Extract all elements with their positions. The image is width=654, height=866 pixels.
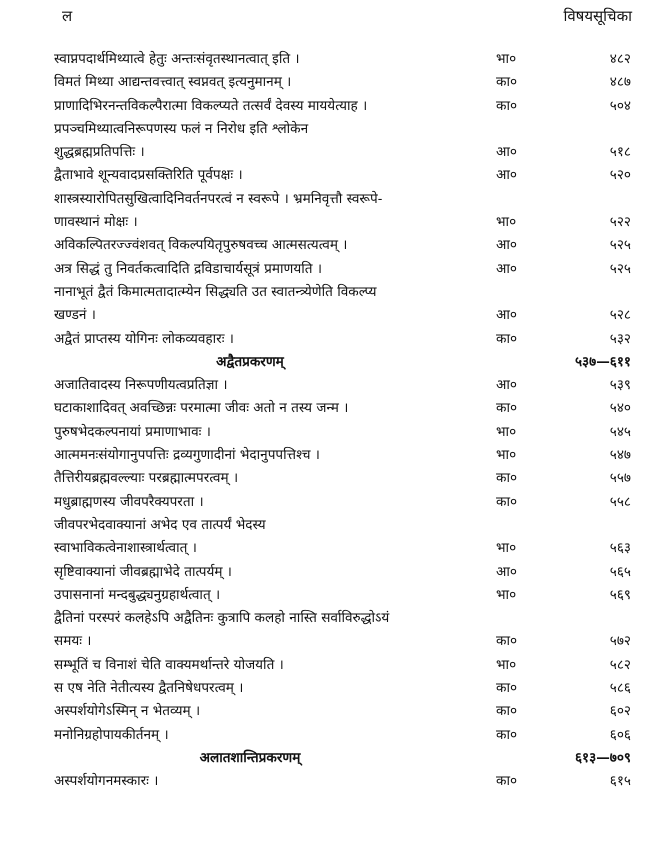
entry-text: विमतं मिथ्या आद्यन्तवत्त्वात् स्वप्नवत् इत्यनुमानम् । bbox=[54, 74, 292, 91]
toc-entry bbox=[0, 537, 654, 560]
entry-page: ५६९ bbox=[609, 586, 631, 603]
toc-entry bbox=[0, 421, 654, 444]
entry-page: ५२५ bbox=[609, 237, 631, 254]
toc-entry bbox=[0, 677, 654, 700]
entry-text: शास्त्रस्यारोपितसुखित्वादिनिवर्तनपरत्वं न स्वरूपे । भ्रमनिवृत्तौ स्वरूपे- bbox=[54, 190, 383, 207]
entry-page: ५२५ bbox=[609, 260, 631, 277]
entry-page: ६१३—७०९ bbox=[574, 749, 631, 766]
toc-entry bbox=[0, 514, 654, 537]
entry-page: ५२८ bbox=[609, 307, 631, 324]
entry-text: खण्डनं । bbox=[54, 307, 96, 324]
entry-source: आ० bbox=[496, 237, 517, 254]
toc-entry bbox=[0, 397, 654, 420]
entry-source: का० bbox=[496, 470, 518, 487]
entry-page: ५४७ bbox=[609, 447, 631, 464]
entry-page: ५३७—६११ bbox=[574, 353, 631, 370]
entry-source: भा० bbox=[496, 214, 517, 231]
entry-text: समयः । bbox=[54, 633, 92, 650]
entry-source: भा० bbox=[496, 51, 517, 67]
toc-entry bbox=[0, 95, 654, 118]
entry-source: आ० bbox=[496, 307, 517, 324]
toc-entry bbox=[0, 48, 654, 71]
entry-text: जीवपरभेदवाक्यानां अभेद एव तात्पर्यं भेदस्य bbox=[54, 516, 266, 533]
entry-text: उपासनानां मन्दबुद्ध्यनुग्रहार्थत्वात् । bbox=[54, 586, 221, 603]
entry-source: का० bbox=[496, 633, 518, 650]
entry-source: भा० bbox=[496, 540, 517, 557]
table-of-contents bbox=[0, 48, 654, 794]
entry-text: आत्ममनःसंयोगानुपपत्तिः द्रव्यगुणादीनां भेदानुपपत्तिश्च । bbox=[54, 447, 320, 464]
page-header-left: ल bbox=[62, 7, 73, 25]
section-heading-row bbox=[0, 747, 654, 770]
entry-source: का० bbox=[496, 703, 518, 720]
entry-text: मधुब्राह्मणस्य जीवपरैक्यपरता । bbox=[54, 493, 204, 510]
entry-text: स एष नेति नेतीत्यस्य द्वैतनिषेधपरत्वम् । bbox=[54, 680, 244, 697]
entry-source: आ० bbox=[496, 563, 517, 580]
toc-entry bbox=[0, 118, 654, 141]
entry-page: ५२२ bbox=[609, 214, 631, 231]
entry-page: ५४५ bbox=[609, 423, 631, 440]
entry-text: अजातिवादस्य निरूपणीयत्वप्रतिज्ञा । bbox=[54, 377, 228, 394]
toc-entry bbox=[0, 467, 654, 490]
entry-text: अविकल्पितरज्ज्वंशवत् विकल्पयितृपुरुषवच्च आत्मसत्यत्वम् । bbox=[54, 237, 348, 254]
entry-page: ५६३ bbox=[609, 540, 631, 557]
entry-page: ५१८ bbox=[609, 144, 631, 161]
page-header-title: विषयसूचिका bbox=[563, 7, 632, 25]
entry-source: का० bbox=[496, 493, 518, 510]
entry-text: शुद्धब्रह्मप्रतिपत्तिः । bbox=[54, 144, 145, 161]
entry-page: ६०६ bbox=[609, 726, 631, 743]
entry-text: प्रपञ्चमिथ्यात्वनिरूपणस्य फलं न निरोध इति श्लोकेन bbox=[54, 120, 309, 137]
entry-page: ५४० bbox=[609, 400, 631, 417]
toc-entry bbox=[0, 328, 654, 351]
entry-page: ५६५ bbox=[609, 563, 631, 580]
page-header bbox=[0, 6, 654, 32]
entry-source: आ० bbox=[496, 377, 517, 394]
toc-entry bbox=[0, 71, 654, 94]
entry-text: मनोनिग्रहोपायकीर्तनम् । bbox=[54, 726, 169, 743]
section-heading-row bbox=[0, 351, 654, 374]
entry-text: अलातशान्तिप्रकरणम् bbox=[199, 749, 301, 766]
entry-text: पुरुषभेदकल्पनायां प्रमाणाभावः । bbox=[54, 423, 211, 440]
toc-entry bbox=[0, 188, 654, 211]
toc-entry bbox=[0, 234, 654, 257]
entry-source: का० bbox=[496, 74, 518, 91]
entry-text: स्वाभाविकत्वेनाशास्त्रार्थत्वात् । bbox=[54, 540, 197, 557]
toc-entry bbox=[0, 258, 654, 281]
entry-text: नानाभूतं द्वैतं किमात्मतादात्म्येन सिद्ध्यति उत स्वातन्त्र्येणेति विकल्प्य bbox=[54, 283, 377, 300]
entry-text: प्राणादिभिरनन्तविकल्पैरात्मा विकल्प्यते तत्सर्वं देवस्य माययेत्याह । bbox=[54, 97, 368, 114]
toc-entry bbox=[0, 630, 654, 653]
toc-entry bbox=[0, 724, 654, 747]
toc-entry bbox=[0, 607, 654, 630]
entry-page: ५३९ bbox=[609, 377, 631, 394]
entry-page: ५५७ bbox=[609, 470, 631, 487]
entry-page: ४८७ bbox=[609, 74, 631, 91]
entry-source: का० bbox=[496, 773, 518, 790]
entry-text: स्वाप्नपदार्थमिथ्यात्वे हेतुः अन्तःसंवृतस्थानत्वात् इति । bbox=[54, 51, 300, 67]
toc-entry bbox=[0, 584, 654, 607]
entry-page: ५३२ bbox=[609, 330, 631, 347]
entry-source: आ० bbox=[496, 167, 517, 184]
entry-page: ५८६ bbox=[609, 680, 631, 697]
entry-text: सम्भूतिं च विनाशं चेति वाक्यमर्थान्तरे योजयति । bbox=[54, 656, 284, 673]
entry-text: द्वैताभावे शून्यवादप्रसक्तिरिति पूर्वपक्षः । bbox=[54, 167, 243, 184]
entry-source: का० bbox=[496, 680, 518, 697]
entry-text: अद्वैतप्रकरणम् bbox=[216, 353, 284, 370]
entry-text: सृष्टिवाक्यानां जीवब्रह्माभेदे तात्पर्यम् । bbox=[54, 563, 232, 580]
toc-entry bbox=[0, 770, 654, 793]
toc-entry bbox=[0, 561, 654, 584]
entry-source: का० bbox=[496, 97, 518, 114]
entry-source: भा० bbox=[496, 586, 517, 603]
entry-text: द्वैतिनां परस्परं कलहेऽपि अद्वैतिनः कुत्रापि कलहो नास्ति सर्वाविरुद्धोऽयं bbox=[54, 610, 390, 627]
entry-text: अस्पर्शयोगनमस्कारः । bbox=[54, 773, 159, 790]
toc-entry bbox=[0, 164, 654, 187]
toc-entry bbox=[0, 211, 654, 234]
entry-page: ४८२ bbox=[609, 51, 631, 67]
entry-page: ५८२ bbox=[609, 656, 631, 673]
entry-text: घटाकाशादिवत् अवच्छिन्नः परमात्मा जीवः अतो न तस्य जन्म । bbox=[54, 400, 349, 417]
entry-page: ५७२ bbox=[609, 633, 631, 650]
toc-entry bbox=[0, 491, 654, 514]
entry-source: का० bbox=[496, 400, 518, 417]
entry-source: भा० bbox=[496, 656, 517, 673]
toc-entry bbox=[0, 141, 654, 164]
entry-source: भा० bbox=[496, 447, 517, 464]
entry-page: ६०२ bbox=[609, 703, 631, 720]
entry-page: ५२० bbox=[609, 167, 631, 184]
entry-page: ५५८ bbox=[609, 493, 631, 510]
entry-source: आ० bbox=[496, 144, 517, 161]
toc-entry bbox=[0, 700, 654, 723]
entry-source: का० bbox=[496, 330, 518, 347]
entry-text: अद्वैतं प्राप्तस्य योगिनः लोकव्यवहारः । bbox=[54, 330, 234, 347]
toc-entry bbox=[0, 444, 654, 467]
toc-entry bbox=[0, 281, 654, 304]
entry-text: अत्र सिद्धं तु निवर्तकत्वादिति द्रविडाचार्यसूत्रं प्रमाणयति । bbox=[54, 260, 322, 277]
entry-source: आ० bbox=[496, 260, 517, 277]
entry-text: तैत्तिरीयब्रह्मवल्ल्याः परब्रह्मात्मपरत्वम् । bbox=[54, 470, 239, 487]
entry-page: ६१५ bbox=[609, 773, 631, 790]
entry-source: भा० bbox=[496, 423, 517, 440]
entry-source: का० bbox=[496, 726, 518, 743]
entry-page: ५०४ bbox=[609, 97, 631, 114]
entry-text: अस्पर्शयोगेऽस्मिन् न भेतव्यम् । bbox=[54, 703, 201, 720]
toc-entry bbox=[0, 374, 654, 397]
toc-entry bbox=[0, 654, 654, 677]
toc-entry bbox=[0, 304, 654, 327]
entry-text: णावस्थानं मोक्षः । bbox=[54, 214, 138, 231]
